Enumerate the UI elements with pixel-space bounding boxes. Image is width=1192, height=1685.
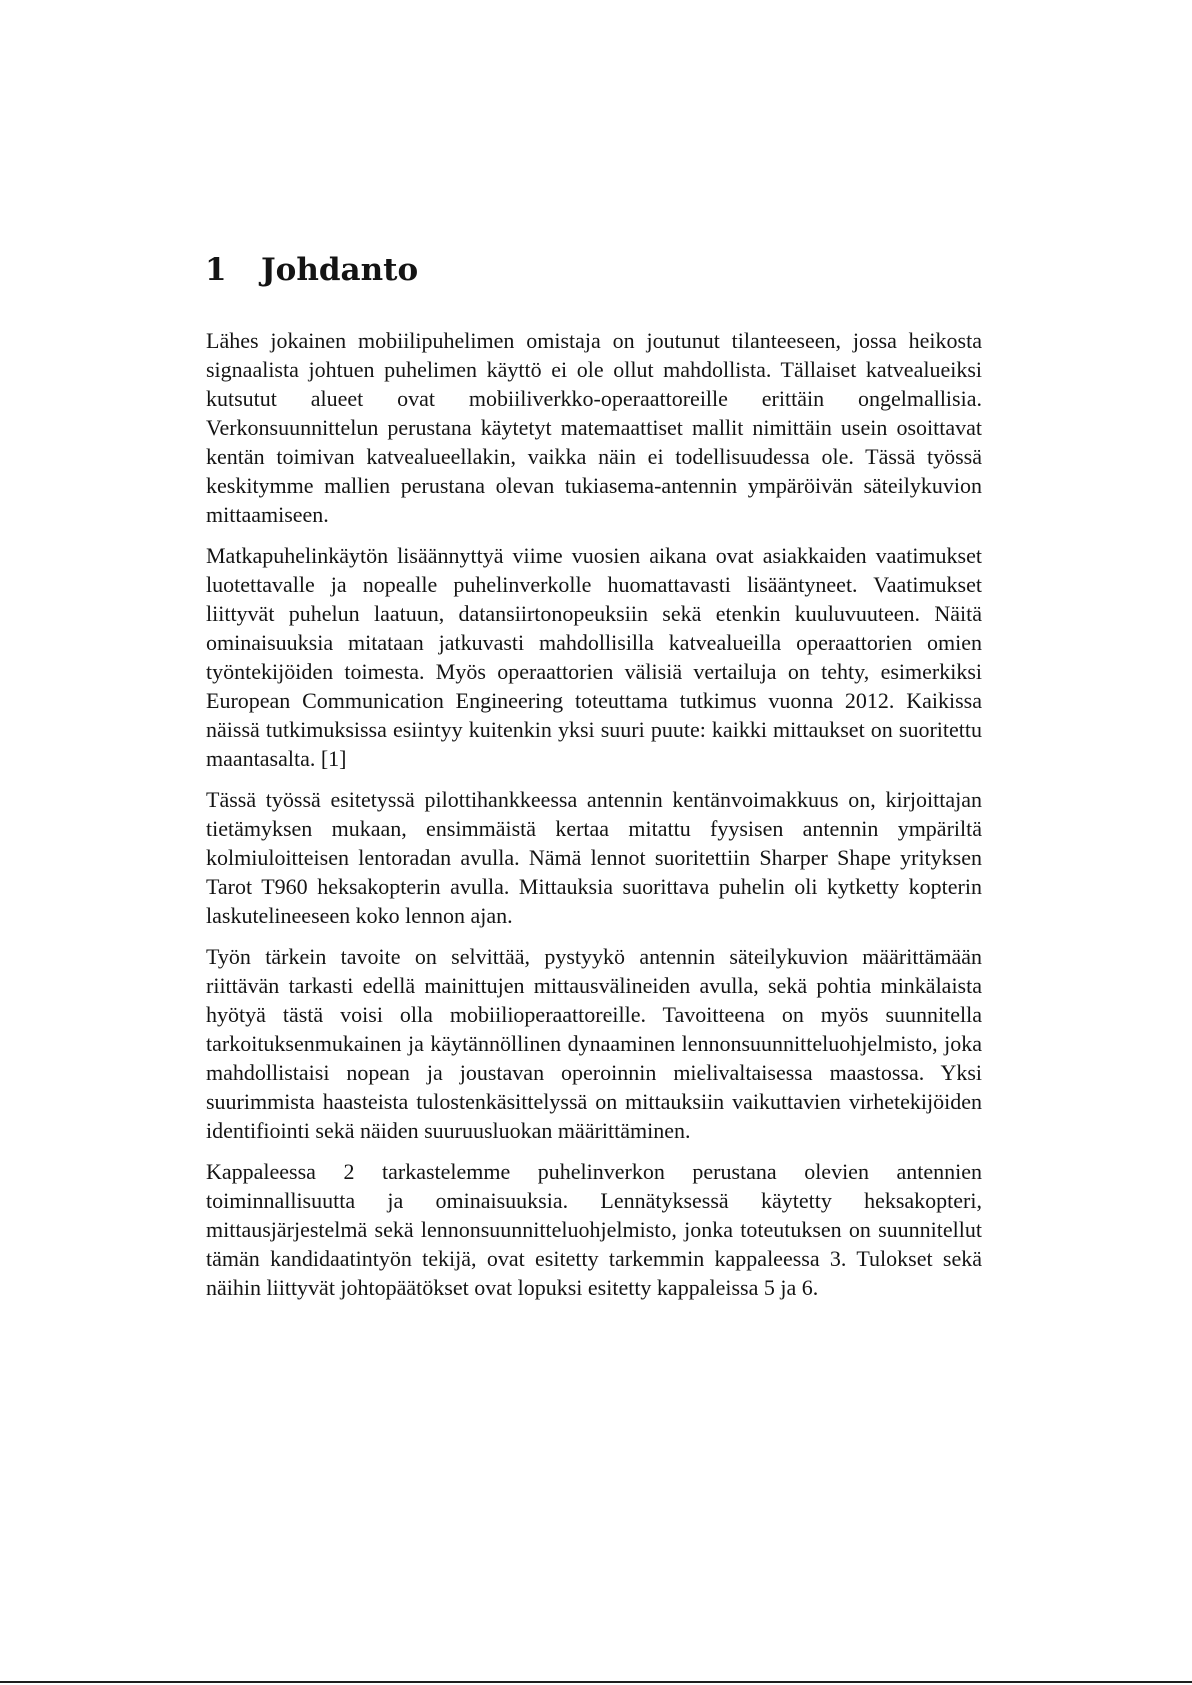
body-text	[206, 326, 982, 1314]
bottom-border-line	[0, 1681, 1192, 1683]
paragraph-requirements: Matkapuhelinkäytön lisäännyttyä viime vuosien aikana ovat asiakkaiden vaatimukset luotettavalle ja nopealle puhelinverkolle huomattavasti lisääntyneet. Vaatimukset liittyvät puhelun laatuun, datansiirtonopeuksiin sekä etenkin kuuluvuuteen. Näitä ominaisuuksia mitataan jatkuvasti mahdollisilla katvealueilla operaattorien omien työntekijöiden toimesta. Myös operaattorien välisiä vertailuja on tehty, esimerkiksi European Communication Engineering toteuttama tutkimus vuonna 2012. Kaikissa näissä tutkimuksissa esiintyy kuitenkin yksi suuri puute: kaikki mittaukset on suoritettu maantasalta. [1]	[206, 543, 982, 771]
paragraph-intro: Lähes jokainen mobiilipuhelimen omistaja on joutunut tilanteeseen, jossa heikosta signaalista johtuen puhelimen käyttö ei ole ollut mahdollista. Tällaiset katvealueiksi kutsutut alueet ovat mobiiliverkko-operaattoreille erittäin ongelmallisia. Verkonsuunnittelun perustana käytetyt matemaattiset mallit nimittäin usein osoittavat kentän toimivan katvealueellakin, vaikka näin ei todellisuudessa ole. Tässä työssä keskitymme mallien perustana olevan tukiasema-antennin ympäröivän säteilykuvion mittaamiseen.	[206, 328, 982, 527]
paragraph-goals: Työn tärkein tavoite on selvittää, pystyykö antennin säteilykuvion määrittämään riittävän tarkasti edellä mainittujen mittausvälineiden avulla, sekä pohtia minkälaista hyötyä tästä voisi olla mobiilioperaattoreille. Tavoitteena on myös suunnitella tarkoituksenmukainen ja käytännöllinen dynaaminen lennonsuunnitteluohjelmisto, joka mahdollistaisi nopean ja joustavan operoinnin mielivaltaisessa maastossa. Yksi suurimmista haasteista tulostenkäsittelyssä on mittauksiin vaikuttavien virhetekijöiden identifiointi sekä näiden suuruusluokan määrittäminen.	[206, 944, 982, 1143]
section-number: 1	[205, 252, 227, 288]
section-heading	[205, 250, 418, 290]
section-title: Johdanto	[261, 252, 419, 288]
paragraph-outline: Kappaleessa 2 tarkastelemme puhelinverkon perustana olevien antennien toiminnallisuutta ja ominaisuuksia. Lennätyksessä käytetty heksakopteri, mittausjärjestelmä sekä lennonsuunnitteluohjelmisto, jonka toteutuksen on suunnitellut tämän kandidaatintyön tekijä, ovat esitetty tarkemmin kappaleessa 3. Tulokset sekä näihin liittyvät johtopäätökset ovat lopuksi esitetty kappaleissa 5 ja 6.	[206, 1159, 982, 1300]
paragraph-pilot-project: Tässä työssä esitetyssä pilottihankkeessa antennin kentänvoimakkuus on, kirjoittajan tietämyksen mukaan, ensimmäistä kertaa mitattu fyysisen antennin ympäriltä kolmiuloitteisen lentoradan avulla. Nämä lennot suoritettiin Sharper Shape yrityksen Tarot T960 heksakopterin avulla. Mittauksia suorittava puhelin oli kytketty kopterin laskutelineeseen koko lennon ajan.	[206, 787, 982, 928]
